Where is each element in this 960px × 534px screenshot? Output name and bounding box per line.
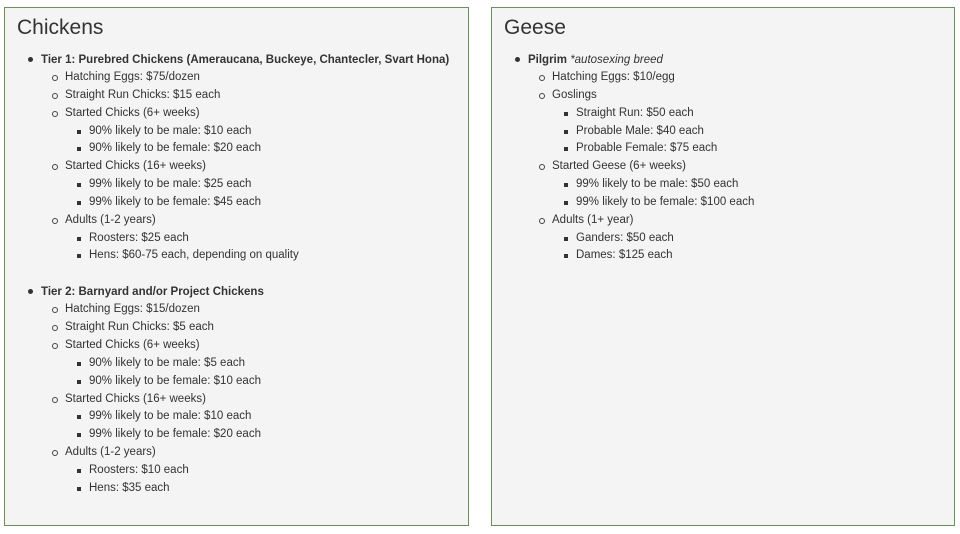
list-item xyxy=(41,158,468,212)
list-item xyxy=(528,158,954,212)
list-item xyxy=(41,444,468,498)
list-item xyxy=(65,373,468,391)
list-item xyxy=(528,69,954,87)
tier2-item xyxy=(5,283,468,497)
price-line: 90% likely to be male: $10 each xyxy=(89,123,468,141)
list-item xyxy=(41,301,468,319)
list-item xyxy=(552,230,954,248)
list-item xyxy=(41,319,468,337)
list-item xyxy=(552,194,954,212)
tier1-heading: Tier 1: Purebred Chickens (Ameraucana, Buckeye, Chantecler, Svart Hona) xyxy=(41,51,468,69)
price-line: Roosters: $10 each xyxy=(89,462,468,480)
tier1-straight-run: Straight Run Chicks: $15 each xyxy=(65,87,468,105)
price-line: Dames: $125 each xyxy=(576,247,954,265)
breed-note: *autosexing breed xyxy=(570,54,663,66)
chickens-panel xyxy=(4,7,469,526)
tier2-straight-run: Straight Run Chicks: $5 each xyxy=(65,319,468,337)
price-line: Roosters: $25 each xyxy=(89,230,468,248)
price-line: 90% likely to be male: $5 each xyxy=(89,355,468,373)
goslings-label: Goslings xyxy=(552,87,954,105)
tier2-hatching-eggs: Hatching Eggs: $15/dozen xyxy=(65,301,468,319)
breed-name: Pilgrim xyxy=(528,54,567,66)
chickens-title: Chickens xyxy=(17,16,104,39)
pilgrim-item xyxy=(492,51,954,265)
list-item xyxy=(65,426,468,444)
list-item xyxy=(41,87,468,105)
list-item xyxy=(41,391,468,445)
tier1-started6-label: Started Chicks (6+ weeks) xyxy=(65,105,468,123)
list-item xyxy=(65,408,468,426)
list-item xyxy=(65,462,468,480)
price-line: 90% likely to be female: $10 each xyxy=(89,373,468,391)
list-item xyxy=(41,212,468,266)
list-item xyxy=(65,480,468,498)
price-line: 90% likely to be female: $20 each xyxy=(89,140,468,158)
price-line: Ganders: $50 each xyxy=(576,230,954,248)
price-line: 99% likely to be female: $100 each xyxy=(576,194,954,212)
list-item xyxy=(528,87,954,158)
list-item xyxy=(552,247,954,265)
list-item xyxy=(41,69,468,87)
price-line: Probable Female: $75 each xyxy=(576,140,954,158)
list-item xyxy=(65,140,468,158)
list-item xyxy=(552,105,954,123)
tier1-adults-label: Adults (1-2 years) xyxy=(65,212,468,230)
list-item xyxy=(552,123,954,141)
geese-panel xyxy=(491,7,955,526)
list-item xyxy=(552,176,954,194)
list-item xyxy=(65,230,468,248)
list-item xyxy=(41,105,468,159)
price-line: Straight Run: $50 each xyxy=(576,105,954,123)
geese-title: Geese xyxy=(504,16,566,39)
geese-adults-label: Adults (1+ year) xyxy=(552,212,954,230)
price-line: 99% likely to be male: $50 each xyxy=(576,176,954,194)
started-geese-label: Started Geese (6+ weeks) xyxy=(552,158,954,176)
price-line: 99% likely to be male: $25 each xyxy=(89,176,468,194)
tier1-hatching-eggs: Hatching Eggs: $75/dozen xyxy=(65,69,468,87)
list-item xyxy=(41,337,468,391)
list-item xyxy=(65,247,468,265)
tier1-started16-label: Started Chicks (16+ weeks) xyxy=(65,158,468,176)
tier1-item xyxy=(5,51,468,265)
price-line: 99% likely to be female: $20 each xyxy=(89,426,468,444)
tier2-started16-label: Started Chicks (16+ weeks) xyxy=(65,391,468,409)
price-line: Hens: $60-75 each, depending on quality xyxy=(89,247,468,265)
list-item xyxy=(65,194,468,212)
price-line: Probable Male: $40 each xyxy=(576,123,954,141)
tier2-heading: Tier 2: Barnyard and/or Project Chickens xyxy=(41,283,468,301)
geese-hatching-eggs: Hatching Eggs: $10/egg xyxy=(552,69,954,87)
tier2-started6-label: Started Chicks (6+ weeks) xyxy=(65,337,468,355)
list-item xyxy=(528,212,954,266)
list-item xyxy=(65,176,468,194)
list-item xyxy=(65,355,468,373)
list-item xyxy=(552,140,954,158)
tier2-adults-label: Adults (1-2 years) xyxy=(65,444,468,462)
list-item xyxy=(65,123,468,141)
price-line: Hens: $35 each xyxy=(89,480,468,498)
pilgrim-heading xyxy=(528,51,954,69)
price-line: 99% likely to be male: $10 each xyxy=(89,408,468,426)
price-line: 99% likely to be female: $45 each xyxy=(89,194,468,212)
